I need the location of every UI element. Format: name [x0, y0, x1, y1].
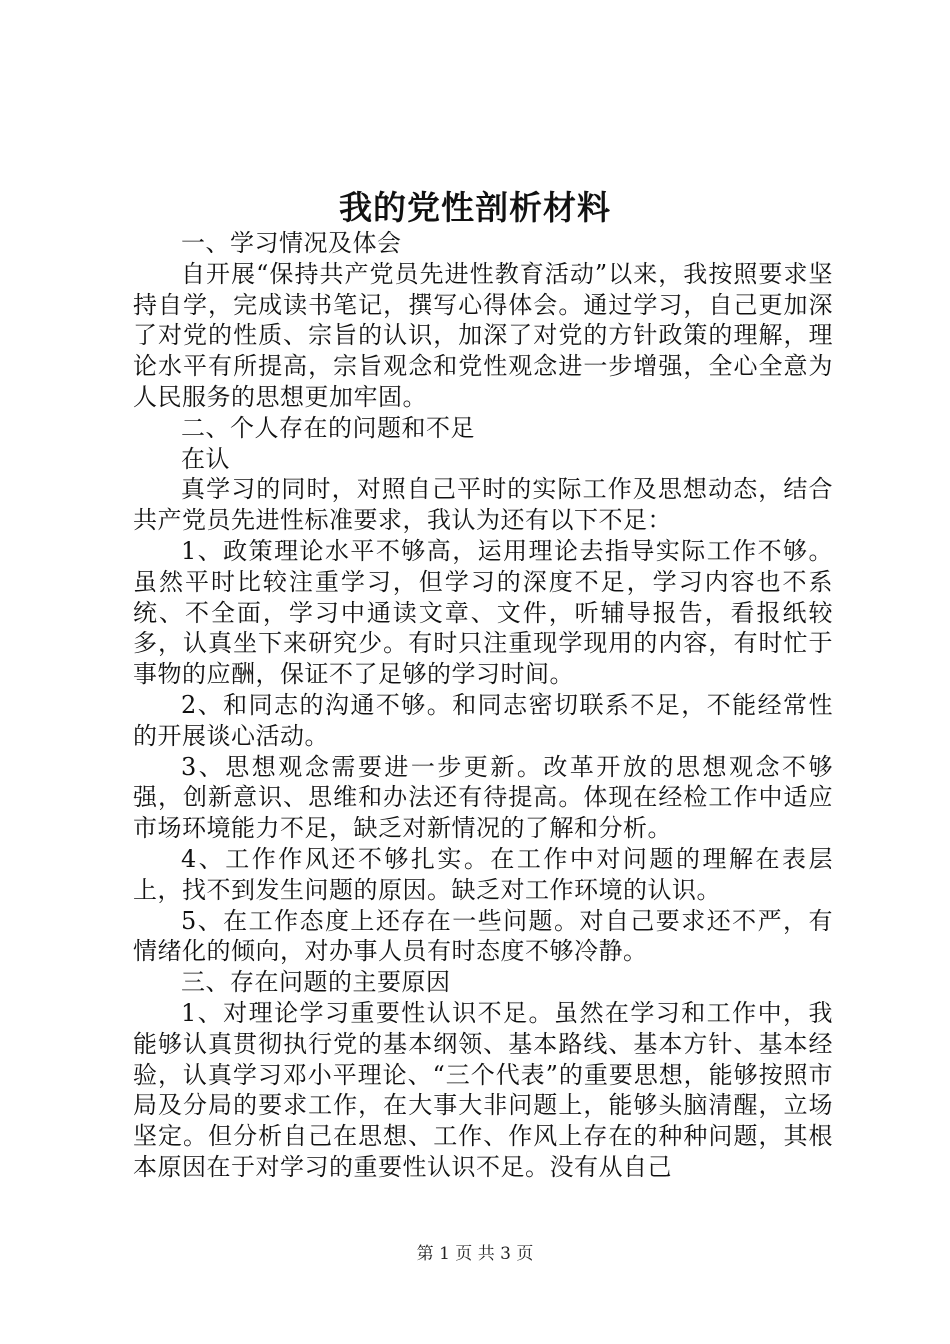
- list-item-3: 3、思想观念需要进一步更新。改革开放的思想观念不够强，创新意识、思维和办法还有待提高。体现在经检工作中适应市场环境能力不足，缺乏对新情况的了解和分析。: [133, 752, 833, 843]
- document-body: [133, 228, 833, 1183]
- list-item-5: 5、在工作态度上还存在一些问题。对自己要求还不严，有情绪化的倾向，对办事人员有时态度不够冷静。: [133, 906, 833, 966]
- paragraph-cause-1: 1、对理论学习重要性认识不足。虽然在学习和工作中，我能够认真贯彻执行党的基本纲领、基本路线、基本方针、基本经验，认真学习邓小平理论、“三个代表”的重要思想，能够按照市局及分局的要求工作，在大事大非问题上，能够头脑清醒，立场坚定。但分析自己在思想、工作、作风上存在的种种问题，其根本原因在于对学习的重要性认识不足。没有从自己: [133, 998, 833, 1181]
- paragraph-study-experience: 自开展“保持共产党员先进性教育活动”以来，我按照要求坚持自学，完成读书笔记，撰写心得体会。通过学习，自己更加深了对党的性质、宗旨的认识，加深了对党的方针政策的理解，理论水平有所提高，宗旨观念和党性观念进一步增强，全心全意为人民服务的思想更加牢固。: [133, 259, 833, 411]
- list-item-4: 4、工作作风还不够扎实。在工作中对问题的理解在表层上，找不到发生问题的原因。缺乏对工作环境的认识。: [133, 844, 833, 904]
- document-title: 我的党性剖析材料: [339, 188, 611, 227]
- list-item-2: 2、和同志的沟通不够。和同志密切联系不足，不能经常性的开展谈心活动。: [133, 690, 833, 750]
- paragraph-shortcomings-intro: 真学习的同时，对照自己平时的实际工作及思想动态，结合共产党员先进性标准要求，我认为还有以下不足：: [133, 475, 833, 535]
- page-number: 第 1 页 共 3 页: [416, 1244, 534, 1264]
- section-heading-3: 三、存在问题的主要原因: [181, 968, 451, 997]
- list-item-1: 1、政策理论水平不够高，运用理论去指导实际工作不够。虽然平时比较注重学习，但学习的深度不足，学习内容也不系统、不全面，学习中通读文章、文件，听辅导报告，看报纸较多，认真坐下来研究少。有时只注重现学现用的内容，有时忙于事物的应酬，保证不了足够的学习时间。: [133, 536, 833, 689]
- paragraph-fragment: 在认: [181, 444, 230, 473]
- section-heading-2: 二、个人存在的问题和不足: [181, 413, 475, 442]
- section-heading-1: 一、学习情况及体会: [181, 229, 402, 257]
